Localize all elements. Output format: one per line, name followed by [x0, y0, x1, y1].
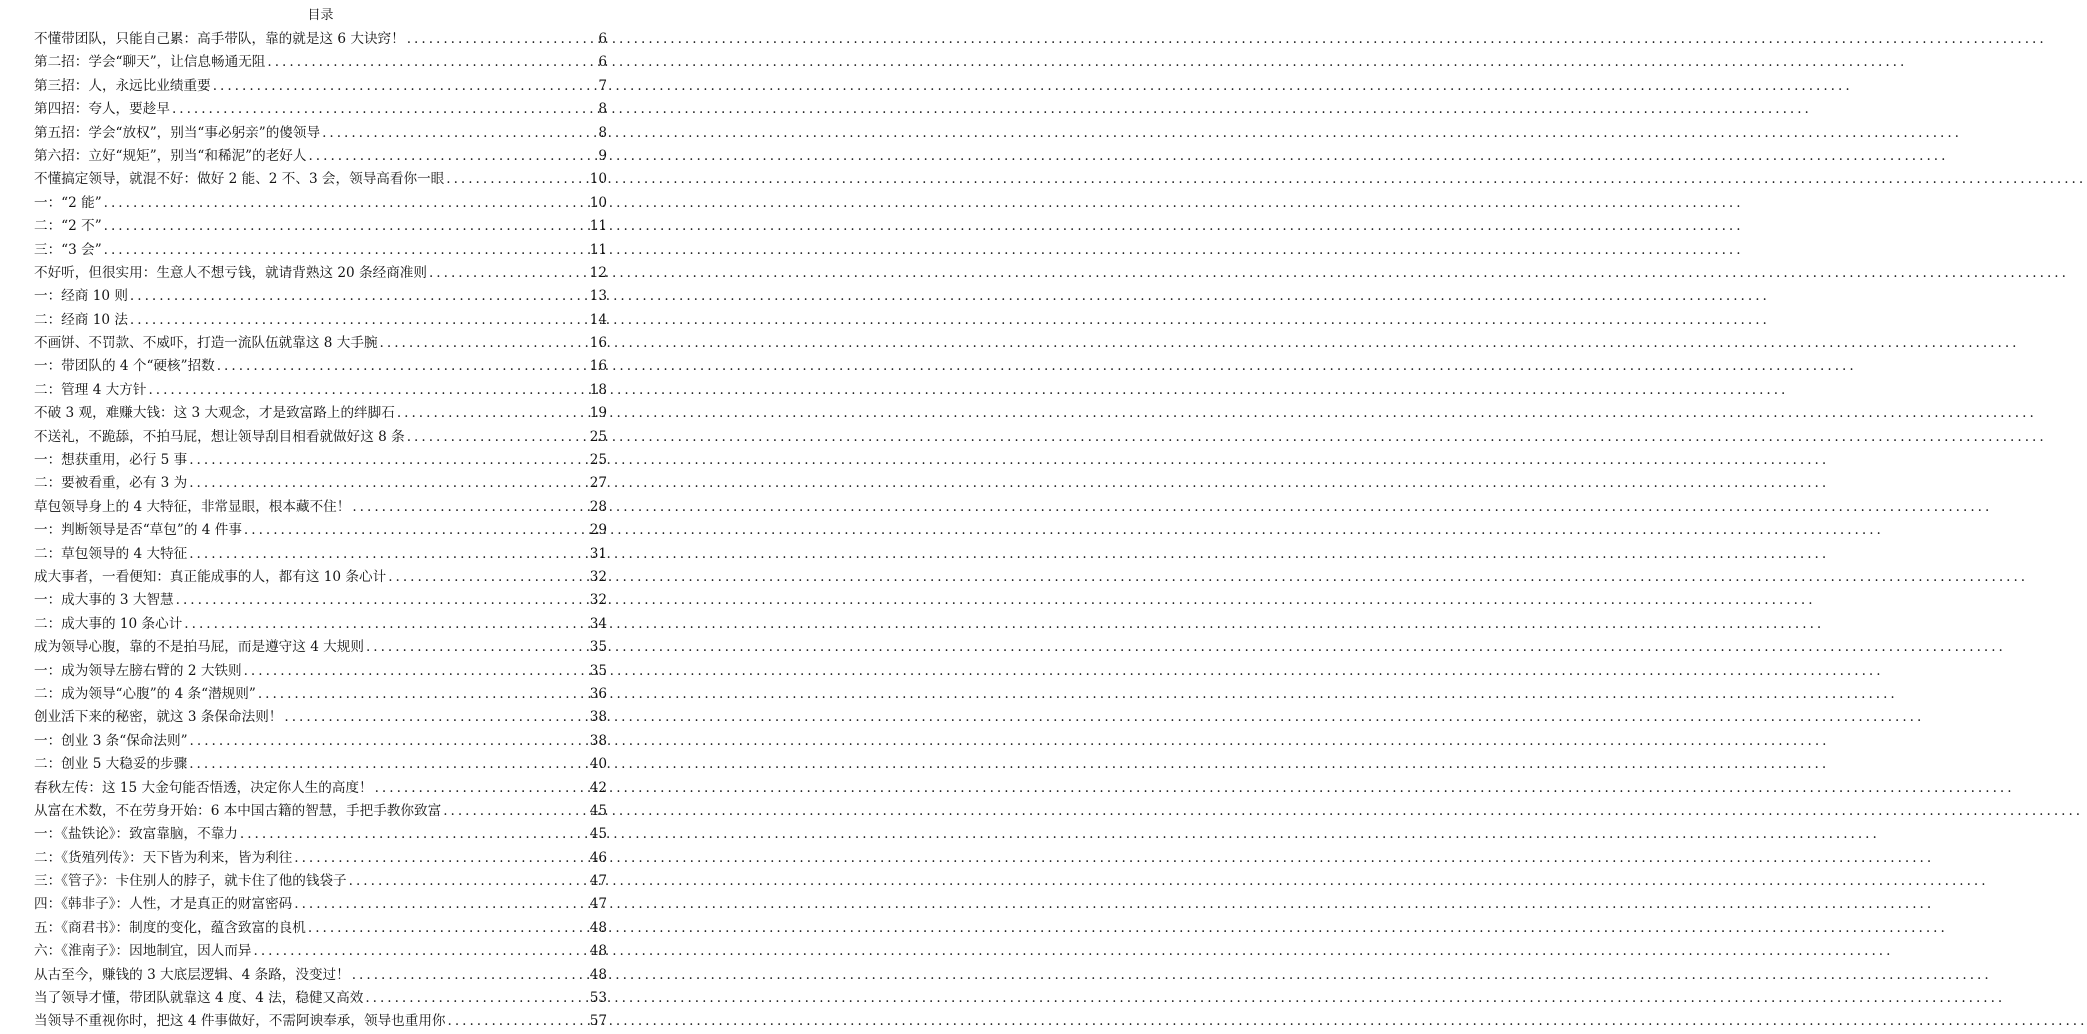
toc-dot-leader: [378, 332, 590, 355]
toc-page: [0, 0, 621, 1030]
toc-entry-page-number: 12: [589, 264, 607, 281]
toc-dot-leader: [252, 940, 590, 963]
toc-entry[interactable]: [34, 472, 607, 495]
toc-entry-page-number: 6: [598, 54, 607, 71]
toc-entry[interactable]: [34, 893, 607, 916]
toc-entry-title: 第六招：立好“规矩”，别当“和稀泥”的老好人: [34, 147, 307, 164]
toc-dot-leader: [146, 379, 589, 402]
toc-dot-leader: [256, 683, 590, 706]
toc-entry-title: 第四招：夸人，要趁早: [34, 101, 170, 118]
toc-entry-page-number: 34: [589, 615, 607, 632]
toc-entry-title: 一：“2 能”: [34, 194, 102, 211]
toc-entry[interactable]: [34, 823, 607, 846]
toc-list: [34, 28, 607, 1034]
toc-entry[interactable]: [34, 28, 607, 51]
toc-dot-leader: [187, 543, 589, 566]
toc-dot-leader: [427, 262, 590, 285]
toc-entry-page-number: 47: [589, 873, 607, 890]
toc-dot-leader: [444, 168, 589, 191]
toc-dot-leader: [306, 145, 593, 168]
toc-entry-page-number: 25: [589, 452, 607, 469]
toc-entry[interactable]: [34, 964, 607, 987]
toc-entry-page-number: 13: [589, 288, 607, 305]
toc-entry-title: 二：管理 4 大方针: [34, 381, 147, 398]
toc-dot-leader: [187, 449, 589, 472]
toc-dot-leader: [446, 1010, 590, 1033]
toc-dot-leader: [238, 823, 590, 846]
toc-entry-page-number: 10: [589, 194, 607, 211]
toc-entry-title: 一：带团队的 4 个“硬核”招数: [34, 358, 215, 375]
toc-entry-page-number: 10: [589, 171, 607, 188]
toc-entry[interactable]: [34, 426, 607, 449]
toc-entry[interactable]: [34, 402, 607, 425]
toc-entry[interactable]: [34, 1010, 607, 1033]
toc-entry-page-number: 38: [589, 732, 607, 749]
toc-dot-leader: [350, 964, 590, 987]
toc-entry[interactable]: [34, 355, 607, 378]
toc-entry-title: 一：《盐铁论》：致富靠脑，不靠力: [34, 826, 238, 843]
toc-entry-title: 不送礼，不跪舔，不拍马屁，想让领导刮目相看就做好这 8 条: [34, 428, 405, 445]
toc-entry[interactable]: [34, 706, 607, 729]
toc-entry[interactable]: [34, 145, 607, 168]
toc-dot-leader: [174, 589, 590, 612]
toc-entry-title: 不好听，但很实用：生意人不想亏钱，就请背熟这 20 条经商准则: [34, 264, 427, 281]
toc-entry-page-number: 6: [598, 31, 607, 47]
toc-entry-page-number: 18: [589, 381, 607, 398]
toc-dot-leader: [265, 51, 593, 74]
toc-entry-page-number: 11: [589, 218, 607, 235]
toc-entry-page-number: 28: [589, 498, 607, 515]
toc-entry[interactable]: [34, 917, 607, 940]
toc-dot-leader: [211, 75, 593, 98]
toc-entry-page-number: 9: [598, 147, 607, 164]
toc-entry[interactable]: [34, 122, 607, 145]
toc-entry-title: 一：成大事的 3 大智慧: [34, 592, 174, 609]
toc-entry-page-number: 45: [589, 826, 607, 843]
toc-entry[interactable]: [34, 987, 607, 1010]
toc-dot-leader: [405, 426, 590, 449]
toc-entry-title: 三：“3 会”: [34, 241, 102, 258]
toc-entry-page-number: 27: [589, 475, 607, 492]
toc-entry-page-number: 29: [589, 522, 607, 539]
toc-entry[interactable]: [34, 940, 607, 963]
toc-dot-leader: [405, 28, 593, 51]
toc-entry[interactable]: [34, 613, 607, 636]
toc-dot-leader: [102, 215, 590, 238]
toc-entry-page-number: 8: [598, 101, 607, 118]
toc-entry[interactable]: [34, 379, 607, 402]
toc-dot-leader: [170, 98, 593, 121]
toc-dot-leader: [242, 660, 590, 683]
toc-entry[interactable]: [34, 589, 607, 612]
toc-entry-page-number: 25: [589, 428, 607, 445]
toc-entry-page-number: 40: [589, 756, 607, 773]
toc-entry-page-number: 57: [589, 1013, 607, 1030]
toc-entry-title: 二：成为领导“心腹”的 4 条“潜规则”: [34, 685, 256, 702]
toc-entry-page-number: 16: [589, 358, 607, 375]
toc-title: 目录: [307, 8, 334, 23]
toc-entry-page-number: 32: [589, 592, 607, 609]
toc-dot-leader: [363, 987, 589, 1010]
toc-entry-title: 一：判断领导是否“草包”的 4 件事: [34, 522, 242, 539]
toc-dot-leader: [187, 753, 589, 776]
toc-entry-page-number: 45: [589, 802, 607, 819]
toc-entry-title: 一：经商 10 则: [34, 288, 128, 305]
toc-entry-title: 六：《淮南子》：因地制宜，因人而异: [34, 943, 252, 960]
toc-entry-page-number: 31: [589, 545, 607, 562]
toc-entry-title: 草包领导身上的 4 大特征，非常显眼，根本藏不住！: [34, 498, 351, 515]
toc-entry-page-number: 19: [589, 405, 607, 422]
toc-entry[interactable]: [34, 800, 607, 823]
toc-dot-leader: [242, 519, 590, 542]
toc-entry[interactable]: [34, 285, 607, 308]
toc-entry-page-number: 16: [589, 335, 607, 352]
toc-entry-title: 成大事者，一看便知：真正能成事的人，都有这 10 条心计: [34, 568, 387, 585]
toc-entry[interactable]: [34, 496, 607, 519]
toc-entry[interactable]: [34, 309, 607, 332]
toc-entry-page-number: 38: [589, 709, 607, 726]
toc-dot-leader: [395, 402, 590, 425]
toc-dot-leader: [373, 777, 590, 800]
toc-dot-leader: [282, 706, 589, 729]
toc-dot-leader: [102, 192, 590, 215]
toc-entry-title: 不懂搞定领导，就混不好：做好 2 能、2 不、3 会，领导高看你一眼: [34, 171, 445, 188]
toc-entry[interactable]: [34, 215, 607, 238]
toc-entry-title: 第三招：人，永远比业绩重要: [34, 77, 211, 94]
toc-entry-title: 五：《商君书》：制度的变化，蕴含致富的良机: [34, 919, 306, 936]
toc-entry-title: 当领导不重视你时，把这 4 件事做好，不需阿谀奉承，领导也重用你: [34, 1013, 446, 1030]
toc-entry-title: 第五招：学会“放权”，别当“事必躬亲”的傻领导: [34, 124, 321, 141]
toc-entry-title: 二：经商 10 法: [34, 311, 128, 328]
toc-entry[interactable]: [34, 730, 607, 753]
toc-entry-title: 不懂带团队，只能自己累：高手带队，靠的就是这 6 大诀窍！: [34, 31, 405, 47]
toc-dot-leader: [128, 309, 590, 332]
toc-dot-leader: [441, 800, 590, 823]
toc-entry-title: 二：成大事的 10 条心计: [34, 615, 183, 632]
toc-entry-title: 当了领导才懂，带团队就靠这 4 度、4 法，稳健又高效: [34, 990, 364, 1007]
toc-entry-page-number: 14: [589, 311, 607, 328]
toc-dot-leader: [182, 613, 589, 636]
toc-dot-leader: [215, 355, 590, 378]
toc-entry[interactable]: [34, 168, 607, 191]
toc-entry-page-number: 35: [589, 639, 607, 656]
toc-entry[interactable]: [34, 777, 607, 800]
toc-entry-page-number: 36: [589, 685, 607, 702]
toc-dot-leader: [350, 496, 589, 519]
toc-entry-title: 一：想获重用，必行 5 事: [34, 452, 188, 469]
toc-entry[interactable]: [34, 239, 607, 262]
toc-entry-title: 不画饼、不罚款、不威吓，打造一流队伍就靠这 8 大手腕: [34, 335, 378, 352]
toc-entry-title: 四：《韩非子》：人性，才是真正的财富密码: [34, 896, 293, 913]
toc-entry-page-number: 53: [589, 990, 607, 1007]
toc-entry[interactable]: [34, 636, 607, 659]
toc-entry-title: 从古至今，赚钱的 3 大底层逻辑、4 条路，没变过！: [34, 966, 350, 983]
toc-entry-page-number: 7: [598, 77, 607, 94]
toc-dot-leader: [386, 566, 589, 589]
toc-entry[interactable]: [34, 519, 607, 542]
toc-entry-title: 不破 3 观，难赚大钱：这 3 大观念，才是致富路上的绊脚石: [34, 405, 395, 422]
toc-dot-leader: [188, 730, 590, 753]
toc-entry-title: 三：《管子》：卡住别人的脖子，就卡住了他的钱袋子: [34, 873, 347, 890]
toc-entry-title: 二：“2 不”: [34, 218, 102, 235]
toc-dot-leader: [102, 239, 590, 262]
toc-entry-title: 第二招：学会“聊天”，让信息畅通无阻: [34, 54, 266, 71]
toc-entry-page-number: 48: [589, 919, 607, 936]
toc-entry[interactable]: [34, 98, 607, 121]
toc-dot-leader: [347, 870, 590, 893]
toc-entry-page-number: 47: [589, 896, 607, 913]
toc-entry[interactable]: [34, 543, 607, 566]
toc-entry-page-number: 48: [589, 943, 607, 960]
toc-entry[interactable]: [34, 753, 607, 776]
toc-entry[interactable]: [34, 566, 607, 589]
toc-entry[interactable]: [34, 262, 607, 285]
toc-entry-title: 二：创业 5 大稳妥的步骤: [34, 756, 188, 773]
toc-entry-page-number: 8: [598, 124, 607, 141]
toc-entry[interactable]: [34, 332, 607, 355]
toc-entry[interactable]: [34, 75, 607, 98]
toc-dot-leader: [292, 847, 589, 870]
toc-dot-leader: [292, 893, 589, 916]
toc-entry-page-number: 11: [589, 241, 607, 258]
toc-entry[interactable]: [34, 449, 607, 472]
toc-entry-title: 二：草包领导的 4 大特征: [34, 545, 188, 562]
toc-dot-leader: [306, 917, 590, 940]
toc-entry-page-number: 48: [589, 966, 607, 983]
toc-entry-title: 二：《货殖列传》：天下皆为利来，皆为利往: [34, 849, 293, 866]
toc-entry-title: 创业活下来的秘密，就这 3 条保命法则！: [34, 709, 283, 726]
toc-entry-title: 二：要被看重，必有 3 为: [34, 475, 188, 492]
toc-dot-leader: [364, 636, 590, 659]
toc-entry-title: 成为领导心腹，靠的不是拍马屁，而是遵守这 4 大规则: [34, 639, 364, 656]
toc-entry[interactable]: [34, 660, 607, 683]
toc-entry-page-number: 32: [589, 568, 607, 585]
toc-entry-title: 一：成为领导左膀右臂的 2 大铁则: [34, 662, 242, 679]
toc-dot-leader: [320, 122, 593, 145]
toc-entry[interactable]: [34, 870, 607, 893]
toc-entry-page-number: 42: [589, 779, 607, 796]
toc-entry-title: 一：创业 3 条“保命法则”: [34, 732, 188, 749]
toc-entry-page-number: 35: [589, 662, 607, 679]
toc-entry-page-number: 46: [589, 849, 607, 866]
toc-entry[interactable]: [34, 192, 607, 215]
toc-dot-leader: [187, 472, 589, 495]
toc-entry[interactable]: [34, 847, 607, 870]
toc-entry[interactable]: [34, 683, 607, 706]
toc-dot-leader: [128, 285, 590, 308]
toc-entry-title: 春秋左传：这 15 大金句能否悟透，决定你人生的高度！: [34, 779, 373, 796]
toc-entry-title: 从富在术数，不在劳身开始：6 本中国古籍的智慧，手把手教你致富: [34, 802, 442, 819]
toc-entry[interactable]: [34, 51, 607, 74]
